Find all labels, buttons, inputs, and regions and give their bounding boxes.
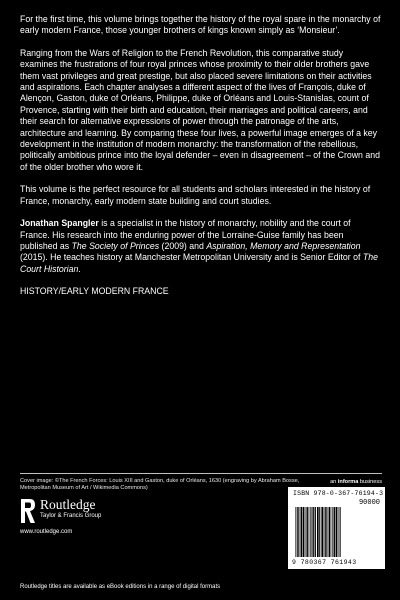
author-bio-text-3: (2015). He teaches history at Manchester Metropolitan University and is Senior Editor of xyxy=(20,252,363,263)
publisher-group: Taylor & Francis Group xyxy=(40,513,102,519)
informa-suffix: business xyxy=(358,479,382,485)
blurb-paragraph-3: This volume is the perfect resource for all students and scholars interested in the history of France, monarchy, early modern state building and court studies. xyxy=(20,184,371,206)
divider-rule xyxy=(20,473,382,474)
publisher-url[interactable]: www.routledge.com xyxy=(20,529,73,535)
author-book-2: Aspiration, Memory and Representation xyxy=(206,240,361,251)
price-code: 90000 xyxy=(358,499,380,507)
ean-number: 9 780367 761943 xyxy=(292,559,357,566)
barcode-panel xyxy=(288,487,385,569)
author-name: Jonathan Spangler xyxy=(20,218,99,229)
blurb-paragraph-1: For the first time, this volume brings together the history of the royal spare in the monarchy of early modern France, those younger brothers of kings known simply as ‘Monsieur’. xyxy=(20,14,381,36)
author-book-1: The Society of Princes xyxy=(71,240,160,251)
author-journal: The Court Historian xyxy=(20,252,378,274)
barcode-bars xyxy=(294,507,380,559)
subject-category: HISTORY/EARLY MODERN FRANCE xyxy=(20,286,169,297)
publisher-name: Routledge xyxy=(40,497,96,512)
informa-brand: informa xyxy=(337,479,359,485)
blurb-paragraph-2: Ranging from the Wars of Religion to the French Revolution, this comparative study examines the frustrations of four royal princes whose proximity to their older brothers gave them vast privileges and great prestige, but also placed severe limitations on their activities and aspirations. Each chapter analyses a different aspect of the lives of François, duke of Alençon, Gaston, duke of Orléans, Philippe, duke of Orléans and Louis-Stanislas, count of Provence, starting with their birth and education, their marriages and political careers, and their search for alternative expressions of power through the patronage of the arts, architecture and learning. By comparing these four lives, a powerful image emerges of a key development in the institution of modern monarchy: the transformation of the rebellious, politically ambitious prince into the loyal defender – even in disagreement – of the Crown and of the older brother who wore it. xyxy=(20,47,380,172)
routledge-r-icon xyxy=(20,497,36,525)
informa-business-tag xyxy=(330,479,382,485)
back-cover-text xyxy=(20,14,382,309)
informa-prefix: an xyxy=(330,479,338,485)
ebook-note: Routledge titles are available as eBook editions in a range of digital formats xyxy=(20,584,221,590)
author-bio-text-1: is a specialist in the history of monarchy, nobility and the court of France. His research into the enduring power of the Lorraine-Guise family has been published as xyxy=(20,218,351,251)
isbn-text: ISBN 978-0-367-76194-3 xyxy=(293,490,384,497)
author-bio xyxy=(20,218,382,275)
author-bio-text-4: . xyxy=(78,263,81,274)
author-bio-text-2: (2009) and xyxy=(159,240,207,251)
cover-image-credit: Cover image: ©The French Forces: Louis XIII and Gaston, duke of Orléans, 1630 (engraving by Abraham Bosse, Metropolitan Museum of Art / Wikimedia Commons) xyxy=(20,478,300,492)
